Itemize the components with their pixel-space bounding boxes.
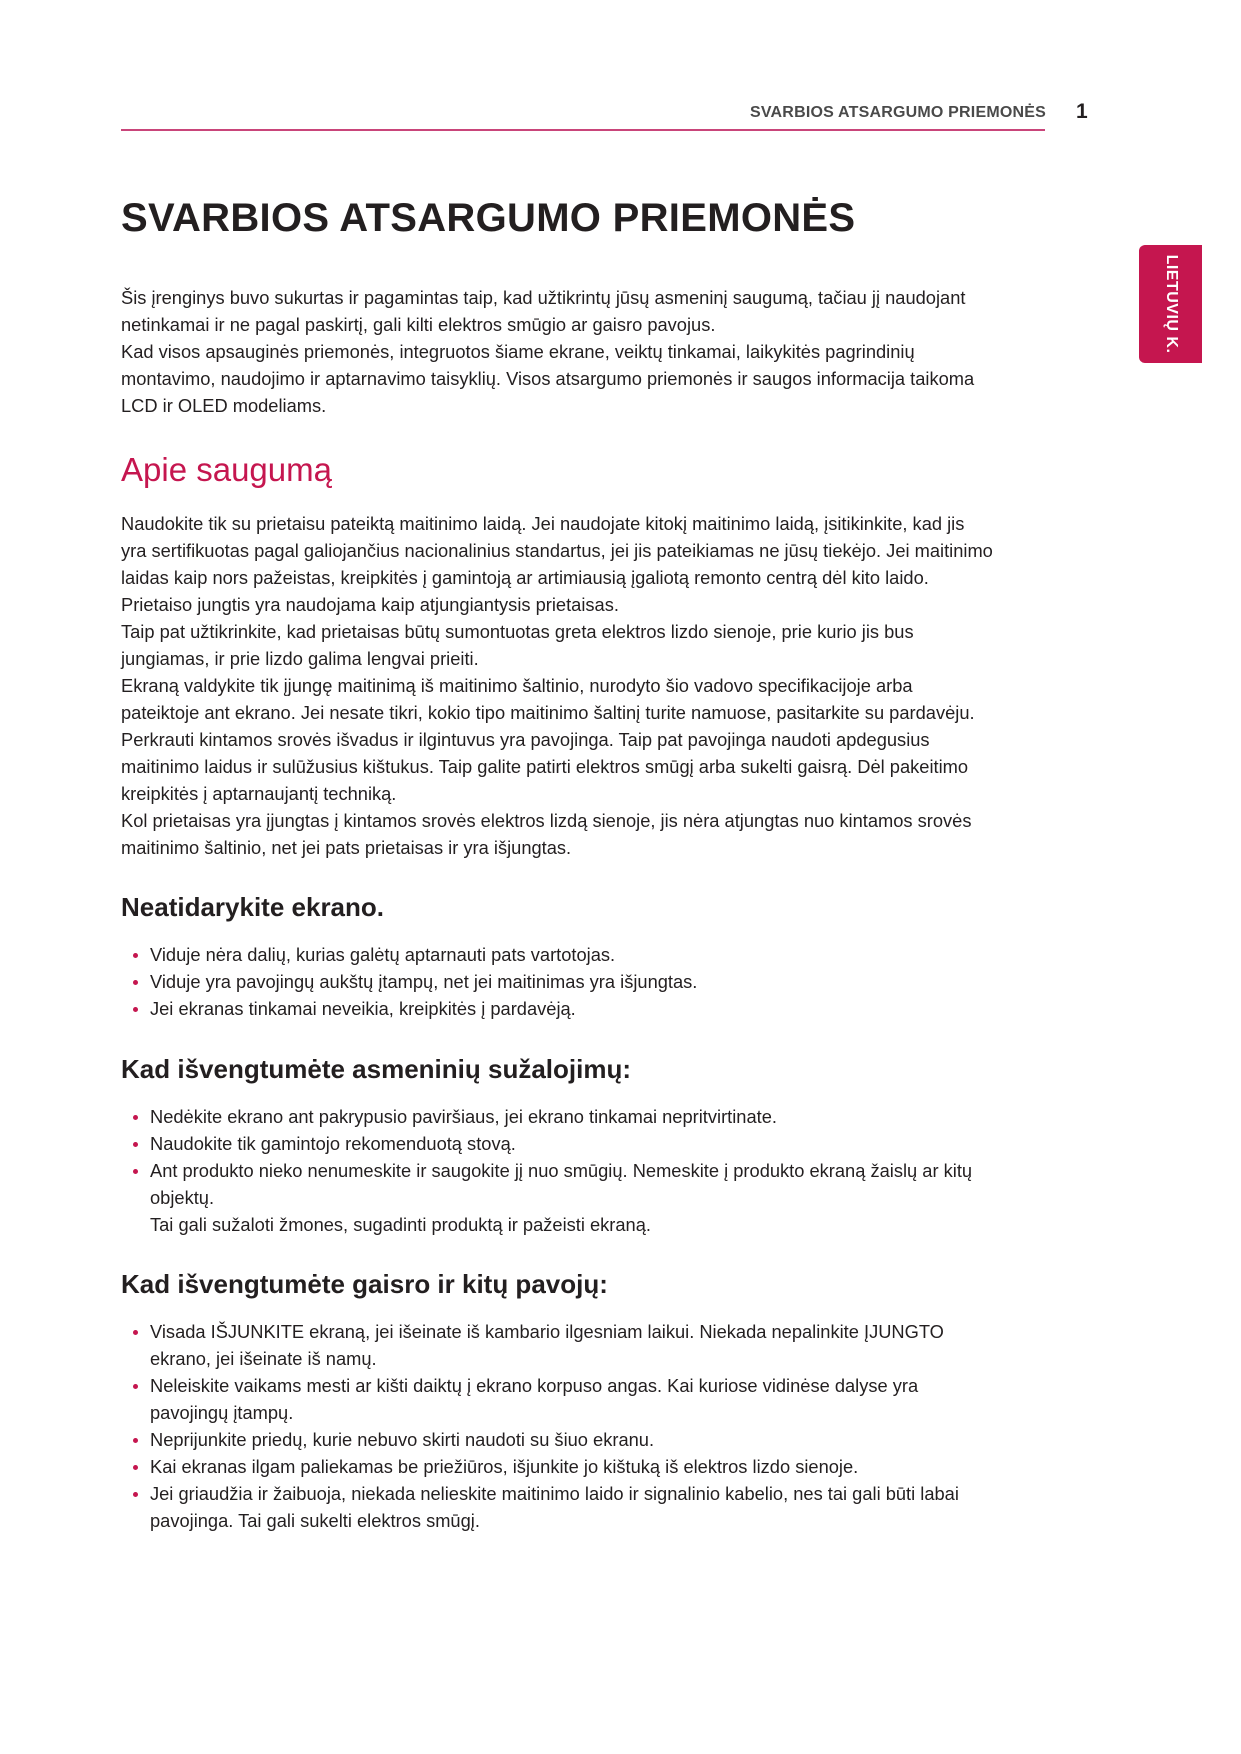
document-title: SVARBIOS ATSARGUMO PRIEMONĖS: [121, 196, 856, 240]
do-not-open-list: [121, 941, 1101, 1022]
section-title-safety: Apie saugumą: [121, 451, 332, 488]
text-line: jungiamas, ir prie lizdo galima lengvai prieiti.: [121, 648, 479, 669]
subheading-do-not-open: Neatidarykite ekrano.: [121, 892, 385, 922]
list-item: [121, 1103, 1101, 1130]
text-line: kreipkitės į aptarnaujantį techniką.: [121, 783, 397, 804]
list-item-text: objektų.: [150, 1187, 215, 1208]
intro-paragraph: [121, 284, 1101, 419]
list-item-text: Neprijunkite priedų, kurie nebuvo skirti naudoti su šiuo ekranu.: [150, 1429, 655, 1450]
list-item-text: Kai ekranas ilgam paliekamas be priežiūros, išjunkite jo kištuką iš elektros lizdo sienoje.: [150, 1456, 859, 1477]
list-item-text: pavojingų įtampų.: [150, 1402, 294, 1423]
list-item: [121, 1130, 1101, 1157]
list-item: [121, 1372, 1101, 1426]
list-item-text: Ant produkto nieko nenumeskite ir saugokite jį nuo smūgių. Nemeskite į produkto ekraną žaislų ar kitų: [150, 1160, 973, 1181]
list-item-text: Tai gali sužaloti žmones, sugadinti produktą ir pažeisti ekraną.: [150, 1214, 651, 1235]
text-line: Ekraną valdykite tik įjungę maitinimą iš maitinimo šaltinio, nurodyto šio vadovo specifikacijoje arba: [121, 675, 913, 696]
text-line: yra sertifikuotas pagal galiojančius nacionalinius standartus, jei jis pateikiamas ne jūsų tiekėjo. Jei maitinimo: [121, 540, 993, 561]
language-tab-label: LIETUVIŲ K.: [1162, 254, 1180, 354]
list-item-text: Visada IŠJUNKITE ekraną, jei išeinate iš kambario ilgesniam laikui. Niekada nepalinkite ĮJUNGTO: [150, 1321, 944, 1342]
bullet-icon: [133, 1142, 138, 1147]
text-line: maitinimo šaltinio, net jei pats prietaisas ir yra išjungtas.: [121, 837, 572, 858]
list-item-text: ekrano, jei išeinate iš namų.: [150, 1348, 377, 1369]
fire-list: [121, 1318, 1101, 1534]
bullet-icon: [133, 1169, 138, 1174]
bullet-icon: [133, 980, 138, 985]
language-tab: [1139, 245, 1202, 363]
text-line: montavimo, naudojimo ir aptarnavimo taisyklių. Visos atsargumo priemonės ir saugos informacija taikoma: [121, 368, 975, 389]
bullet-icon: [133, 1465, 138, 1470]
list-item-text: Jei griaudžia ir žaibuoja, niekada nelieskite maitinimo laido ir signalinio kabelio, nes tai gali būti labai: [150, 1483, 959, 1504]
list-item-text: Naudokite tik gamintojo rekomenduotą stovą.: [150, 1133, 516, 1154]
text-line: Kol prietaisas yra įjungtas į kintamos srovės elektros lizdą sienoje, jis nėra atjungtas nuo kintamos srovės: [121, 810, 972, 831]
text-line: Kad visos apsauginės priemonės, integruotos šiame ekrane, veiktų tinkamai, laikykitės pagrindinių: [121, 341, 915, 362]
text-line: Perkrauti kintamos srovės išvadus ir ilgintuvus yra pavojinga. Taip pat pavojinga naudoti apdegusius: [121, 729, 930, 750]
bullet-icon: [133, 1492, 138, 1497]
text-line: LCD ir OLED modeliams.: [121, 395, 327, 416]
list-item-text: Viduje yra pavojingų aukštų įtampų, net jei maitinimas yra išjungtas.: [150, 971, 698, 992]
text-line: netinkamai ir ne pagal paskirtį, gali kilti elektros smūgio ar gaisro pavojus.: [121, 314, 716, 335]
injury-list: [121, 1103, 1101, 1238]
list-item: [121, 1480, 1101, 1534]
text-line: laidas kaip nors pažeistas, kreipkitės į gamintoją ar artimiausią įgaliotą remonto centrą dėl kito laido.: [121, 567, 929, 588]
list-item: [121, 1157, 1101, 1238]
list-item: [121, 1453, 1101, 1480]
bullet-icon: [133, 953, 138, 958]
running-header-title: SVARBIOS ATSARGUMO PRIEMONĖS: [750, 104, 1046, 121]
list-item: [121, 941, 1101, 968]
text-line: pateiktoje ant ekrano. Jei nesate tikri, kokio tipo maitinimo šaltinį turite namuose, pasitarkite su pardavėju.: [121, 702, 975, 723]
text-line: Šis įrenginys buvo sukurtas ir pagamintas taip, kad užtikrintų jūsų asmeninį saugumą, tačiau jį naudojant: [121, 287, 966, 308]
list-item-text: Neleiskite vaikams mesti ar kišti daiktų į ekrano korpuso angas. Kai kuriose vidinėse dalyse yra: [150, 1375, 919, 1396]
list-item-text: Viduje nėra dalių, kurias galėtų aptarnauti pats vartotojas.: [150, 944, 616, 965]
text-line: maitinimo laidus ir sulūžusius kištukus. Taip galite patirti elektros smūgį arba sukelti gaisrą. Dėl pakeitimo: [121, 756, 969, 777]
list-item-text: Nedėkite ekrano ant pakrypusio paviršiaus, jei ekrano tinkamai nepritvirtinate.: [150, 1106, 777, 1127]
bullet-icon: [133, 1115, 138, 1120]
list-item: [121, 995, 1101, 1022]
text-line: Taip pat užtikrinkite, kad prietaisas būtų sumontuotas greta elektros lizdo sienoje, prie kurio jis bus: [121, 621, 914, 642]
bullet-icon: [133, 1007, 138, 1012]
bullet-icon: [133, 1438, 138, 1443]
list-item: [121, 1426, 1101, 1453]
list-item: [121, 968, 1101, 995]
header-divider: [121, 129, 1045, 131]
list-item-text: Jei ekranas tinkamai neveikia, kreipkitės į pardavėją.: [150, 998, 576, 1019]
subheading-injury: Kad išvengtumėte asmeninių sužalojimų:: [121, 1054, 631, 1084]
text-line: Prietaiso jungtis yra naudojama kaip atjungiantysis prietaisas.: [121, 594, 619, 615]
bullet-icon: [133, 1384, 138, 1389]
list-item: [121, 1318, 1101, 1372]
subheading-fire: Kad išvengtumėte gaisro ir kitų pavojų:: [121, 1269, 608, 1299]
safety-paragraph: [121, 510, 1101, 861]
page-number: 1: [1076, 100, 1088, 123]
bullet-icon: [133, 1330, 138, 1335]
text-line: Naudokite tik su prietaisu pateiktą maitinimo laidą. Jei naudojate kitokį maitinimo laidą, įsitikinkite, kad jis: [121, 513, 965, 534]
list-item-text: pavojinga. Tai gali sukelti elektros smūgį.: [150, 1510, 480, 1531]
